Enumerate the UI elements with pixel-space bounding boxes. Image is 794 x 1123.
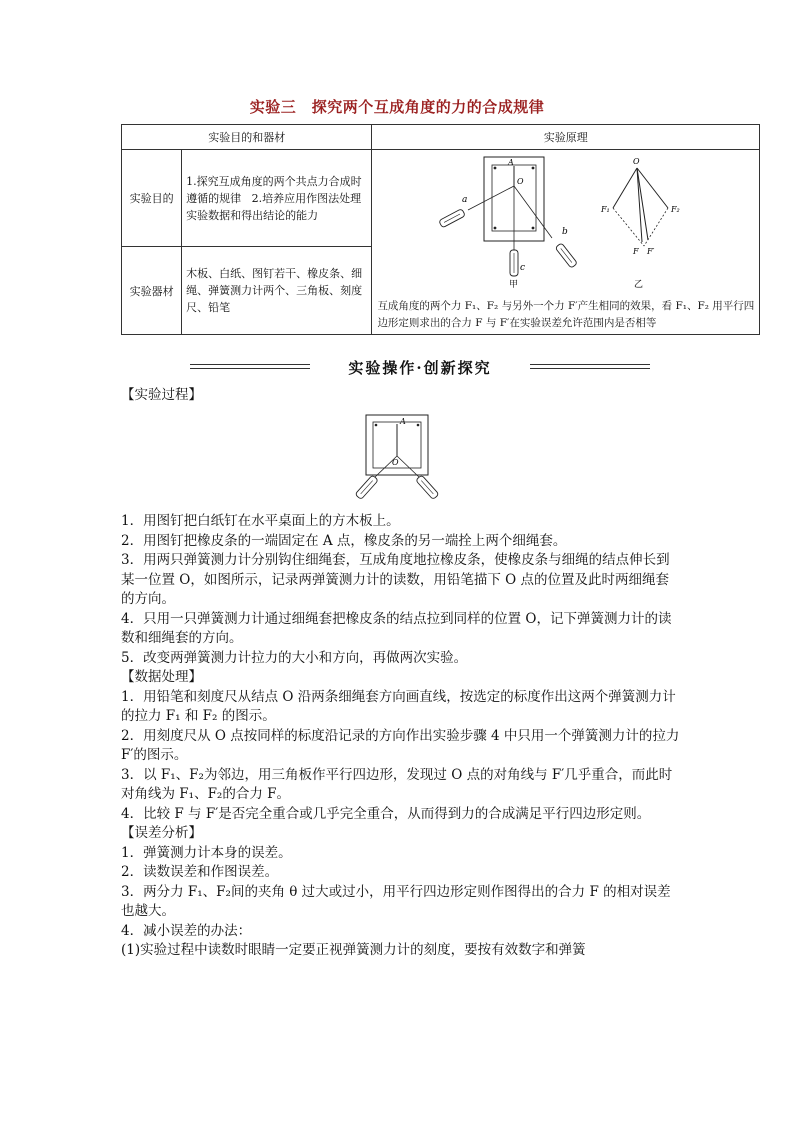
fig-label-F: F: [633, 247, 639, 256]
string-a: [468, 186, 514, 210]
list-item: 2．用图钉把橡皮条的一端固定在 A 点，橡皮条的另一端拴上两个细绳套。: [121, 532, 567, 549]
row-label-equipment: 实验器材: [122, 247, 182, 335]
list-item: 3．两分力 F₁、F₂间的夹角 θ 过大或过小，用平行四边形定则作图得出的合力 F 的相对误差也越大。: [121, 883, 671, 919]
list-item: 4．只用一只弹簧测力计通过细绳套把橡皮条的结点拉到同样的位置 O，记下弹簧测力计的读数和细绳套的方向。: [121, 610, 672, 646]
list-item: 3．用两只弹簧测力计分别钩住细绳套，互成角度地拉橡皮条，使橡皮条与细绳的结点伸长到某一位置 O，如图所示，记录两弹簧测力计的读数，用铅笔描下 O 点的位置及此时两细绳套的方向。: [121, 552, 670, 607]
section-banner: [180, 357, 660, 379]
spring-scale-right: [416, 475, 439, 500]
force-F1: [613, 168, 637, 208]
banner-title: 实验操作·创新探究: [348, 359, 492, 377]
principle-figure: [372, 152, 765, 302]
row-label-purpose: 实验目的: [122, 150, 182, 247]
list-item: 4．比较 F 与 F′是否完全重合或几乎完全重合，从而得到力的合成满足平行四边形定则。: [121, 805, 651, 822]
fig2-label-A: A: [400, 417, 406, 426]
fig-label-Fp: F′: [647, 247, 655, 256]
list-item: 4．减小误差的办法：: [121, 922, 252, 939]
spring-scale-a: [439, 209, 466, 228]
principle-text: 互成角度的两个力 F₁、F₂ 与另外一个力 F′产生相同的效果，看 F₁、F₂ 用平行四边形定则求出的合力 F 与 F′在实验误差允许范围内是否相等: [377, 300, 755, 329]
dashed-side: [613, 208, 644, 246]
page-title: 实验三 探究两个互成角度的力的合成规律: [249, 98, 545, 116]
table-header-right: 实验原理: [372, 125, 760, 150]
fig-label-c: c: [520, 263, 526, 273]
spring-scale-b: [556, 243, 578, 268]
data-heading: 【数据处理】: [121, 669, 202, 685]
pin: [417, 424, 420, 427]
process-figure: [352, 412, 442, 500]
fig-label-O2: O: [633, 157, 640, 166]
experiment-info-table: [121, 124, 760, 335]
process-heading: 【实验过程】: [121, 387, 202, 403]
string-b: [514, 186, 552, 238]
principle-cell: [372, 150, 760, 335]
force-F2: [637, 168, 668, 208]
list-item: 1．弹簧测力计本身的误差。: [121, 844, 292, 861]
pin: [494, 227, 497, 230]
fig-label-b: b: [562, 227, 569, 237]
pin: [375, 424, 378, 427]
row-text-equipment: 木板、白纸、图钉若干、橡皮条、细绳、弹簧测力计两个、三角板、刻度尺、铅笔: [182, 247, 372, 335]
table-header-left: 实验目的和器材: [122, 125, 372, 150]
list-item: 2．读数误差和作图误差。: [121, 864, 279, 880]
list-item: 5．改变两弹簧测力计拉力的大小和方向，再做两次实验。: [121, 649, 468, 666]
list-item: 3．以 F₁、F₂为邻边，用三角板作平行四边形，发现过 O 点的对角线与 F′几乎重合，而此时对角线为 F₁、F₂的合力 F。: [121, 766, 673, 802]
fig-label-a: a: [462, 195, 468, 205]
fig-label-F1: F₁: [601, 205, 611, 214]
force-Fp: [637, 168, 648, 240]
spring-scale-c: [510, 250, 518, 276]
force-F: [637, 168, 642, 242]
row-text-purpose: 1.探究互成角度的两个共点力合成时遵循的规律 2.培养应用作图法处理实验数据和得出结论的能力: [182, 150, 372, 247]
fig2-label-O: O: [392, 458, 399, 467]
dashed-side: [644, 208, 668, 246]
process-list: [121, 512, 681, 961]
pin: [532, 227, 535, 230]
fig-label-O: O: [517, 177, 524, 186]
fig-label-F2: F₂: [671, 205, 681, 214]
list-item: 1．用图钉把白纸钉在水平桌面上的方木板上。: [121, 513, 400, 529]
error-heading: 【误差分析】: [121, 825, 202, 841]
list-item: (1)实验过程中读数时眼睛一定要正视弹簧测力计的刻度，要按有效数字和弹簧: [121, 942, 586, 958]
spring-scale-left: [355, 475, 378, 500]
list-item: 2．用刻度尺从 O 点按同样的标度沿记录的方向作出实验步骤 4 中只用一个弹簧测力计的拉力 F′的图示。: [121, 727, 680, 763]
fig-label-A: A: [508, 158, 515, 167]
pin: [532, 167, 535, 170]
list-item: 1．用铅笔和刻度尺从结点 O 沿两条细绳套方向画直线，按选定的标度作出这两个弹簧测力计的拉力 F₁ 和 F₂ 的图示。: [121, 688, 676, 724]
pin: [494, 167, 497, 170]
fig-label-yi: 乙: [634, 280, 644, 290]
fig-label-jia: 甲: [509, 280, 519, 290]
